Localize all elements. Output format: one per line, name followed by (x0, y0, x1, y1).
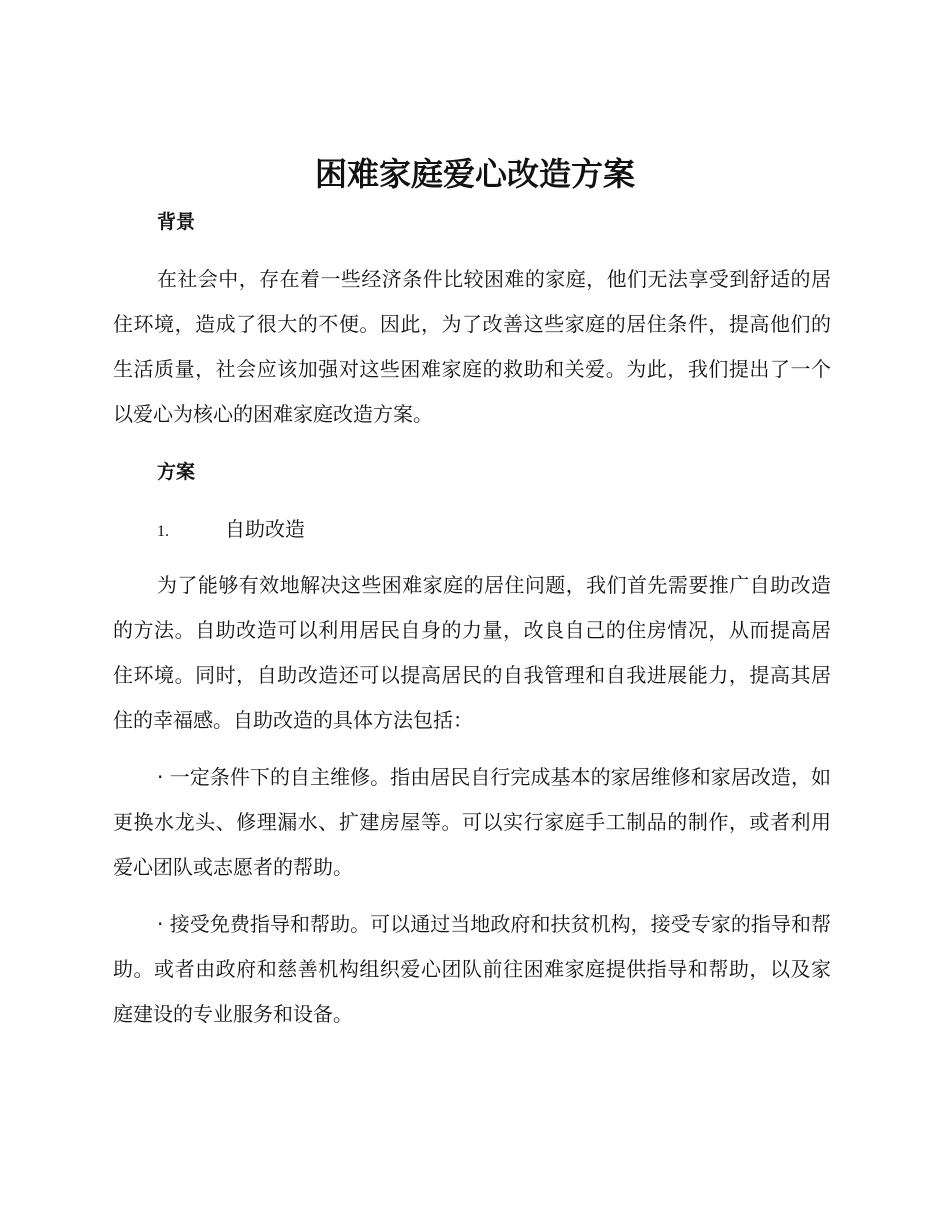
section-heading-background: 背景 (157, 211, 196, 233)
list-item-label: 自助改造 (225, 517, 305, 541)
list-item-self-help (157, 513, 305, 548)
document-title: 困难家庭爱心改造方案 (314, 155, 635, 193)
self-help-intro-paragraph: 为了能够有效地解决这些困难家庭的居住问题，我们首先需要推广自助改造的方法。自助改造可以利用居民自身的力量，改良自己的住房情况，从而提高居住环境。同时，自助改造还可以提高居民的自我管理和自我进展能力，提高其居住的幸福感。自助改造的具体方法包括： (113, 573, 831, 732)
list-number: 1. (157, 523, 169, 540)
bullet-paragraph-self-repair: · 一定条件下的自主维修。指由居民自行完成基本的家居维修和家居改造，如更换水龙头、修理漏水、扩建房屋等。可以实行家庭手工制品的制作，或者利用爱心团队或志愿者的帮助。 (113, 765, 831, 879)
section-heading-plan: 方案 (157, 461, 196, 483)
bullet-paragraph-free-guidance: · 接受免费指导和帮助。可以通过当地政府和扶贫机构，接受专家的指导和帮助。或者由政府和慈善机构组织爱心团队前往困难家庭提供指导和帮助，以及家庭建设的专业服务和设备。 (113, 912, 831, 1026)
background-paragraph: 在社会中，存在着一些经济条件比较困难的家庭，他们无法享受到舒适的居住环境，造成了很大的不便。因此，为了改善这些家庭的居住条件，提高他们的生活质量，社会应该加强对这些困难家庭的救助和关爱。为此，我们提出了一个以爱心为核心的困难家庭改造方案。 (113, 267, 831, 426)
